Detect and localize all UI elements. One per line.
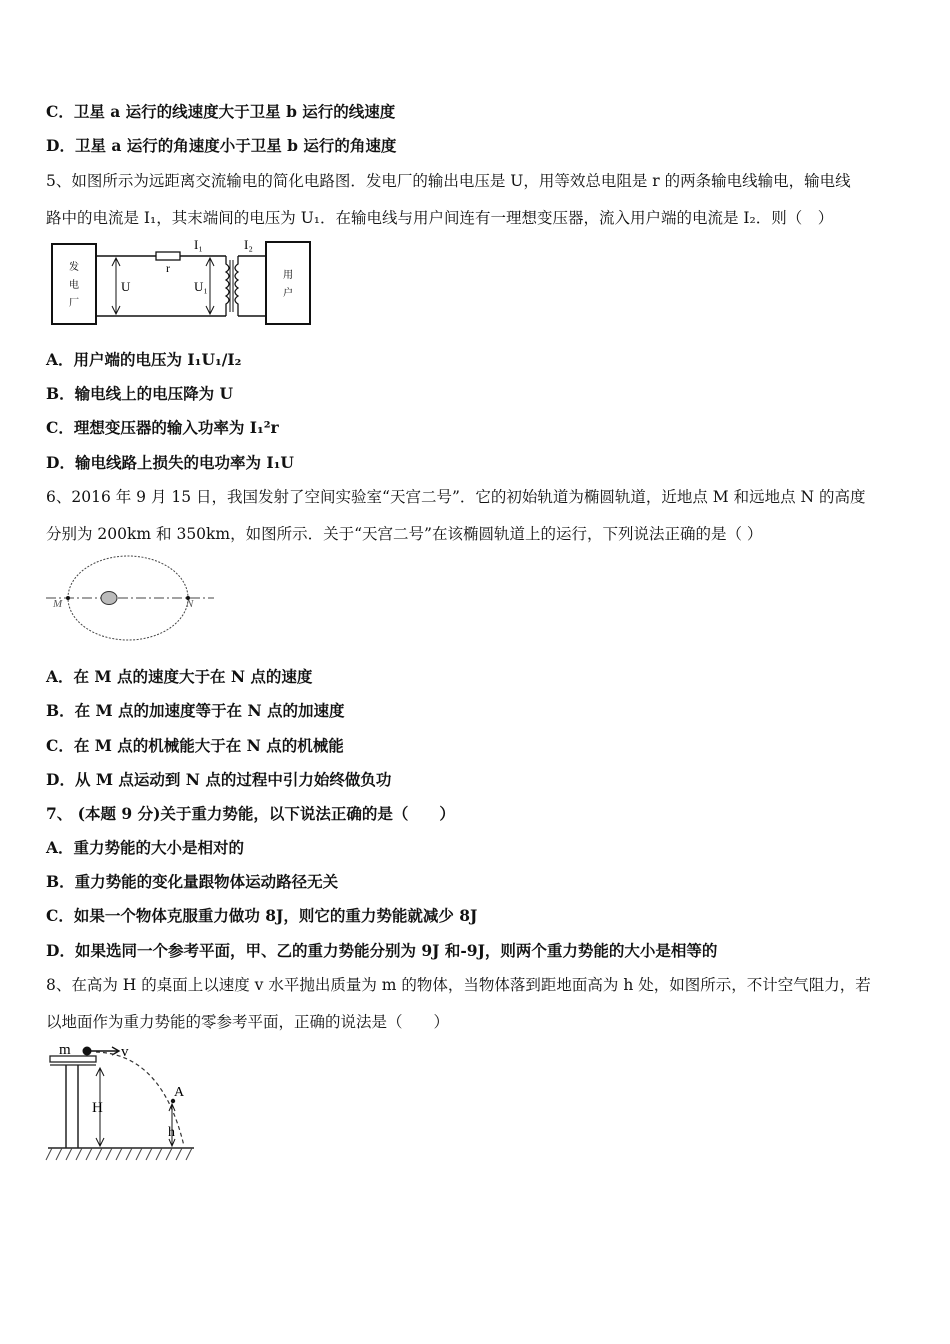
q5-option-d: D．输电线路上损失的电功率为 I₁U (46, 453, 294, 472)
question-8-stem-1: 8、在高为 H 的桌面上以速度 v 水平抛出质量为 m 的物体，当物体落到距地面高为 h 处，如图所示，不计空气阻力，若 (46, 976, 871, 994)
question-6-stem-2: 分别为 200km 和 350km，如图所示．关于“天宫二号”在该椭圆轨道上的运行，下列说法正确的是（ ） (46, 525, 763, 543)
voltage-u1-label: U₁ (194, 279, 208, 294)
q5-option-b: B．输电线上的电压降为 U (46, 384, 234, 403)
q5-option-c: C．理想变压器的输入功率为 I₁²r (46, 418, 279, 437)
ball (83, 1047, 92, 1056)
q7-option-a: A．重力势能的大小是相对的 (46, 838, 245, 857)
plant-char-2: 电 (69, 280, 79, 291)
current-i2-label: I₂ (244, 237, 253, 252)
q7-option-b: B．重力势能的变化量跟物体运动路径无关 (46, 872, 339, 891)
line-c-satellite-linear-speed: C．卫星 a 运行的线速度大于卫星 b 运行的线速度 (46, 102, 396, 121)
user-char-2: 户 (283, 288, 293, 299)
point-m (66, 596, 70, 600)
question-6-stem-1: 6、2016 年 9 月 15 日，我国发射了空间实验室“天宫二号”．它的初始轨道为椭圆轨道，近地点 M 和远地点 N 的高度 (46, 488, 866, 506)
plant-char-1: 发 (69, 262, 79, 273)
q6-option-c: C．在 M 点的机械能大于在 N 点的机械能 (46, 736, 344, 755)
projectile-diagram (44, 1040, 204, 1168)
current-i1-label: I₁ (194, 237, 203, 252)
plant-char-3: 厂 (69, 298, 79, 309)
transformer-secondary (235, 256, 238, 316)
question-5-stem-1: 5、如图所示为远距离交流输电的简化电路图．发电厂的输出电压是 U，用等效总电阻是 r 的两条输电线输电，输电线 (46, 172, 851, 190)
height-label-h-lower: h (168, 1125, 175, 1140)
resistor-label: r (166, 261, 170, 275)
q6-option-d: D．从 M 点运动到 N 点的过程中引力始终做负功 (46, 770, 392, 789)
user-char-1: 用 (283, 270, 293, 281)
voltage-u-label: U (121, 279, 131, 294)
mass-label: m (59, 1042, 71, 1058)
q6-option-b: B．在 M 点的加速度等于在 N 点的加速度 (46, 701, 345, 720)
resistor-r (156, 252, 180, 260)
velocity-label: v (121, 1044, 129, 1060)
circuit-diagram (48, 236, 318, 331)
q7-option-c: C．如果一个物体克服重力做功 8J，则它的重力势能就减少 8J (46, 906, 478, 925)
height-label-h-upper: H (92, 1100, 103, 1116)
label-n: N (186, 598, 194, 610)
q5-option-a: A．用户端的电压为 I₁U₁/I₂ (46, 350, 242, 369)
q7-option-d: D．如果选同一个参考平面，甲、乙的重力势能分别为 9J 和-9J，则两个重力势能的大小是相等的 (46, 941, 718, 960)
earth (101, 592, 117, 605)
line-d-satellite-angular-speed: D．卫星 a 运行的角速度小于卫星 b 运行的角速度 (46, 136, 397, 155)
question-7-stem: 7、 (本题 9 分)关于重力势能，以下说法正确的是（ ） (46, 804, 455, 823)
q6-option-a: A．在 M 点的速度大于在 N 点的速度 (46, 667, 313, 686)
table-top (50, 1056, 96, 1062)
user-box (266, 242, 310, 324)
point-a-label: A (174, 1085, 185, 1100)
question-8-stem-2: 以地面作为重力势能的零参考平面，正确的说法是（ ） (46, 1013, 450, 1031)
question-5-stem-2: 路中的电流是 I₁，其末端间的电压为 U₁．在输电线与用户间连有一理想变压器，流入用户端的电流是 I₂．则（ ） (46, 209, 834, 227)
orbit-diagram (44, 552, 219, 647)
transformer-primary (226, 256, 229, 316)
label-m: M (53, 598, 63, 610)
